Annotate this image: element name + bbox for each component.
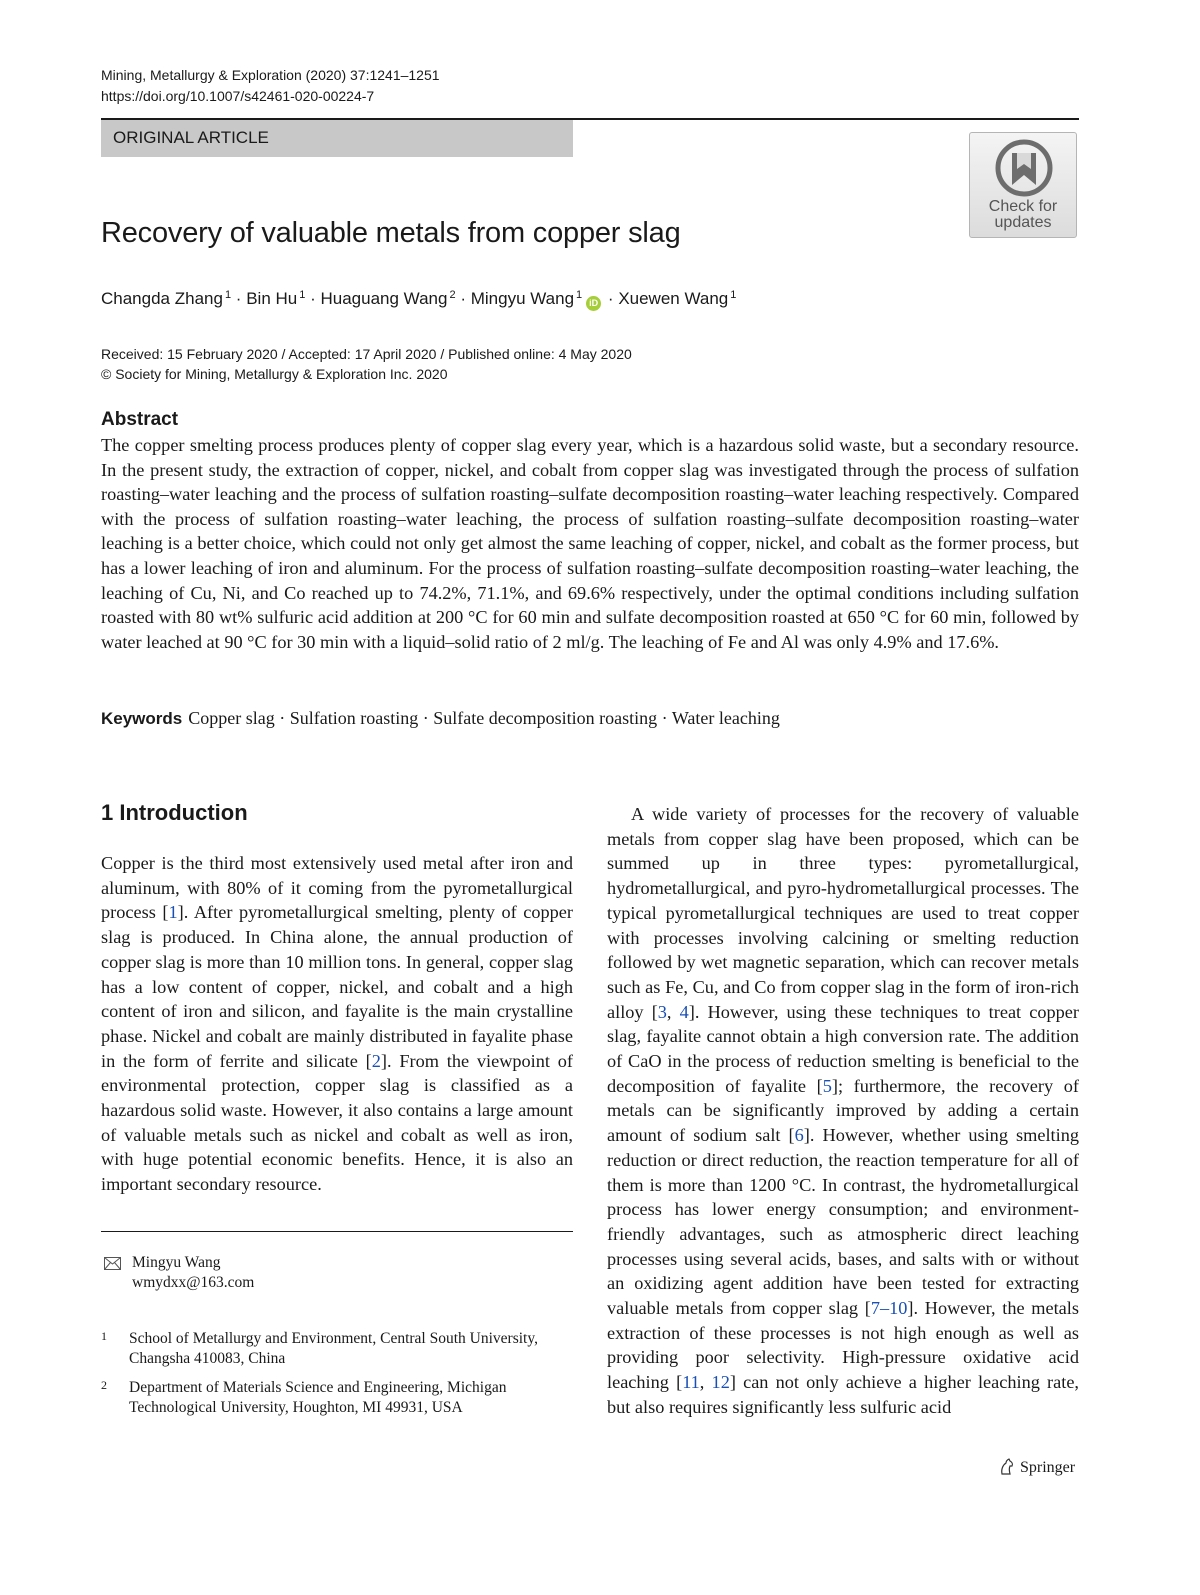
author-affiliation-mark: 2 <box>449 289 456 301</box>
author-separator: · <box>460 289 466 308</box>
article-type-banner <box>101 120 573 157</box>
abstract-text: The copper smelting process produces plenty of copper slag every year, which is a hazardous solid waste, but a secondary resource. In the present study, the extraction of copper, nickel, and cobalt from copper slag was investigated through the process of sulfation roasting–water leaching and the process of sulfation roasting–sulfate decomposition roasting–water leaching respectively. Compared with the process of sulfation roasting–water leaching, the process of sulfation roasting–sulfate decomposition roasting–water leaching is a better choice, which could not only get almost the same leaching of copper, nickel, and cobalt as the former process, but has a lower leaching of iron and aluminum. For the process of sulfation roasting–sulfate decomposition roasting–water leaching, the leaching of Cu, Ni, and Co reached up to 74.2%, 71.1%, and 69.6% respectively, under the optimal conditions including sulfation roasted with 80 wt% sulfuric acid addition at 200 °C for 60 min and sulfate decomposition roasted at 650 °C for 60 min, followed by water leached at 90 °C for 30 min with a liquid–solid ratio of 2 ml/g. The leaching of Fe and Al was only 4.9% and 17.6%. <box>101 435 1079 652</box>
citation-link[interactable]: 11 <box>682 1372 700 1393</box>
author-name[interactable]: Bin Hu <box>246 289 298 308</box>
keywords-label: Keywords <box>101 709 183 728</box>
corresponding-author-name: Mingyu Wang <box>132 1254 221 1271</box>
publisher-logo <box>998 1457 1075 1479</box>
author-separator: · <box>310 289 316 308</box>
author-affiliation-mark: 1 <box>576 289 583 301</box>
citation-link[interactable]: 6 <box>794 1125 804 1146</box>
publication-dates <box>101 344 632 364</box>
citation-link[interactable]: 12 <box>711 1372 730 1393</box>
copyright-notice: © Society for Mining, Metallurgy & Exploration Inc. 2020 <box>101 366 448 382</box>
citation-link[interactable]: 4 <box>679 1001 689 1022</box>
paper-title: Recovery of valuable metals from copper slag <box>101 217 681 249</box>
author-affiliation-mark: 1 <box>224 289 232 301</box>
author-name[interactable]: Huaguang Wang <box>320 289 448 308</box>
badge-line-1: Check for <box>988 198 1058 215</box>
citation-link[interactable]: 3 <box>657 1001 667 1022</box>
affiliation-number: 2 <box>101 1378 107 1392</box>
author-affiliation-mark: 1 <box>730 289 737 301</box>
section-heading-introduction: 1 Introduction <box>101 800 248 825</box>
journal-citation: Mining, Metallurgy & Exploration (2020) 37:1241–1251 <box>101 67 440 83</box>
bookmark-icon <box>995 139 1053 197</box>
article-type-label: ORIGINAL ARTICLE <box>113 128 269 147</box>
doi-link[interactable]: https://doi.org/10.1007/s42461-020-00224-7 <box>101 88 375 104</box>
publisher-name: Springer <box>1020 1459 1076 1476</box>
author-separator: · <box>235 289 242 308</box>
author-separator: · <box>607 289 614 308</box>
published-date: Published online: 4 May 2020 <box>448 346 632 362</box>
affiliation-text: School of Metallurgy and Environment, Central South University, Changsha 410083, China <box>129 1330 538 1367</box>
citation-link[interactable]: 7–10 <box>870 1298 908 1319</box>
author-name[interactable]: Xuewen Wang <box>618 289 729 308</box>
intro-paragraph: A wide variety of processes for the recovery of valuable metals from copper slag have been proposed, which can be summed up in three types: pyrometallurgical, hydrometallurgical, and pyro-hydrometallurgical processes. The typical pyrometallurgical techniques are used to treat copper with processes involving calcining or smelting reduction followed by wet magnetic separation, which can recover metals such as Fe, Cu, and Co from copper slag in the form of iron-rich alloy [3, 4]. However, using these techniques to treat copper slag, fayalite cannot obtain a high conversion rate. The addition of CaO in the process of reduction smelting is beneficial to the decomposition of fayalite [5]; furthermore, the recovery of metals can be significantly improved by adding a certain amount of sodium salt [6]. However, whether using smelting reduction or direct reduction, the reaction temperature for all of them is more than 1200 °C. In contrast, the hydrometallurgical process has lower energy consumption; and environment-friendly advantages, such as atmospheric direct leaching processes using several acids, bases, and salts with or without an oxidizing agent addition have been tested for extracting valuable metals from copper slag [7–10]. However, the metals extraction of these processes is not high enough as well as providing poor selectivity. High-pressure oxidative acid leaching [11, 12] can not only achieve a higher leaching rate, but also requires significantly less sulfuric acid <box>607 804 1080 1417</box>
springer-horse-icon <box>998 1458 1016 1476</box>
badge-line-2: updates <box>994 214 1052 231</box>
citation-link[interactable]: 5 <box>822 1075 832 1096</box>
footnote-rule <box>101 1231 573 1232</box>
author-name[interactable]: Mingyu Wang <box>470 289 575 308</box>
intro-paragraph: Copper is the third most extensively used metal after iron and aluminum, with 80% of it coming from the pyrometallurgical process [1]. After pyrometallurgical smelting, plenty of copper slag is produced. In China alone, the annual production of copper slag is more than 10 million tons. In general, copper slag has a low content of copper, nickel, and cobalt and a high content of iron and silicon, and fayalite is the main crystalline phase. Nickel and cobalt are mainly distributed in fayalite phase in the form of ferrite and silicate [2]. From the viewpoint of environmental protection, copper slag is classified as a hazardous solid waste. However, it also contains a large amount of valuable metals such as nickel and cobalt as well as iron, with huge potential economic benefits. Hence, it is also an important secondary resource. <box>101 853 574 1195</box>
check-for-updates-badge[interactable] <box>969 132 1077 238</box>
citation-link[interactable]: 1 <box>168 902 178 923</box>
citation-link[interactable]: 2 <box>371 1050 381 1071</box>
author-affiliation-mark: 1 <box>299 289 306 301</box>
affiliation-text: Department of Materials Science and Engineering, Michigan Technological University, Houghton, MI 49931, USA <box>129 1379 507 1416</box>
affiliation-number: 1 <box>101 1329 107 1343</box>
corresponding-author-email[interactable]: wmydxx@163.com <box>132 1274 255 1291</box>
abstract-heading: Abstract <box>101 409 179 430</box>
keywords-list: Copper slag · Sulfation roasting · Sulfate decomposition roasting · Water leaching <box>188 708 780 728</box>
author-name[interactable]: Changda Zhang <box>101 289 223 308</box>
received-accepted-dates: Received: 15 February 2020 / Accepted: 17 April 2020 / <box>101 346 445 362</box>
envelope-icon <box>104 1257 121 1270</box>
orcid-icon[interactable]: iD <box>586 296 601 311</box>
author-list <box>101 283 736 311</box>
keywords <box>101 706 1079 731</box>
